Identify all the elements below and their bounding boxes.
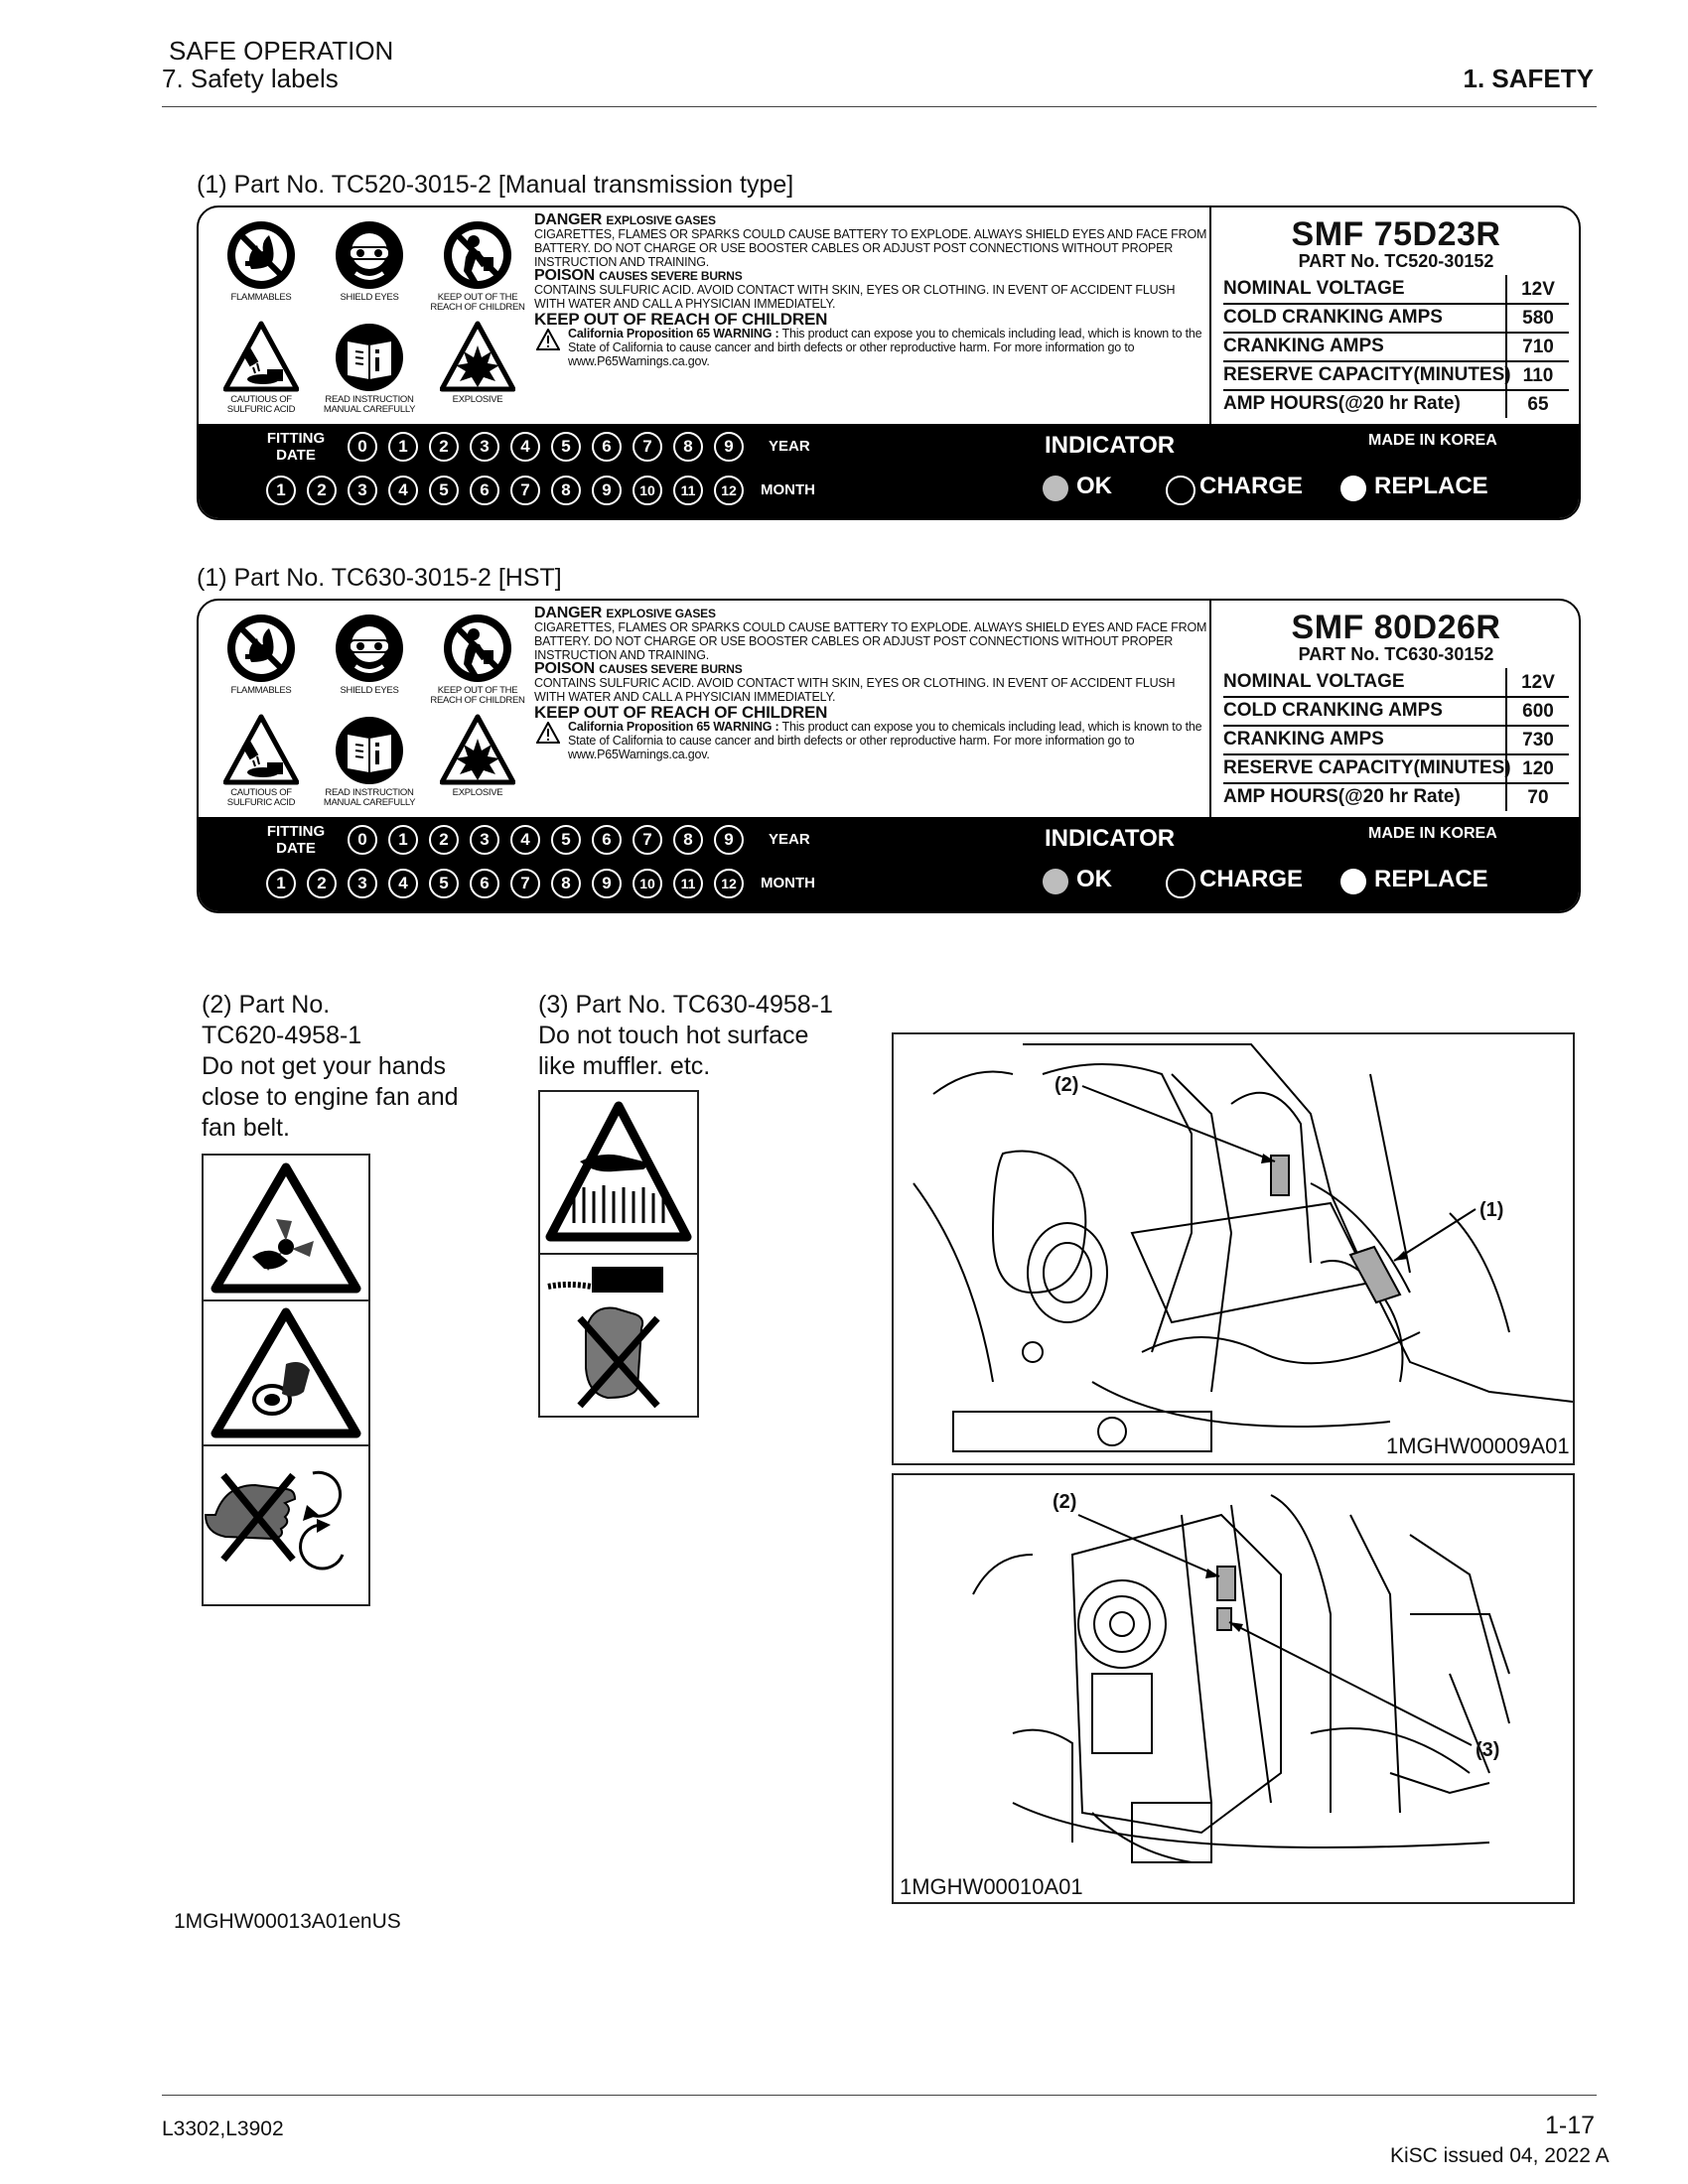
year-digit: 2 <box>429 825 459 855</box>
header-rule <box>162 106 1597 107</box>
read-manual-icon <box>332 713 407 786</box>
icon-caption: READ INSTRUCTION MANUAL CAREFULLY <box>323 787 416 808</box>
indicator-charge-label: CHARGE <box>1199 473 1304 499</box>
month-digit: 11 <box>673 476 703 505</box>
year-digit: 9 <box>714 825 744 855</box>
indicator-title: INDICATOR <box>1045 825 1176 852</box>
battery-label-1 <box>197 205 1581 520</box>
part2-text <box>202 990 499 1144</box>
hot-surface-decal-image <box>540 1092 697 1416</box>
battery-model: SMF 75D23R <box>1291 215 1501 253</box>
poison-text: CONTAINS SULFURIC ACID. AVOID CONTACT WITH SKIN, EYES OR CLOTHING. IN EVENT OF ACCIDENT FLUSH WITH WATER AND CALL A PHYSICIAN IMMEDIATELY. <box>534 283 1176 311</box>
part2-title: (2) Part No. <box>202 991 331 1019</box>
year-digit: 6 <box>592 825 622 855</box>
read-manual-icon <box>332 320 407 393</box>
year-label: YEAR <box>769 831 810 848</box>
figure-1 <box>892 1032 1575 1465</box>
indicator-replace-label: REPLACE <box>1374 866 1488 892</box>
icon-caption: KEEP OUT OF THE REACH OF CHILDREN <box>430 292 525 313</box>
spec-value: 110 <box>1505 361 1569 389</box>
flammables-icon-cell <box>209 217 314 303</box>
footer-page: 1-17 <box>1545 2112 1596 2139</box>
year-digit: 1 <box>388 432 418 462</box>
month-digit: 3 <box>348 869 377 898</box>
spec-row <box>1223 726 1569 755</box>
spec-value: 12V <box>1505 275 1569 303</box>
spec-key: RESERVE CAPACITY(MINUTES) <box>1223 364 1511 385</box>
spec-key: RESERVE CAPACITY(MINUTES) <box>1223 757 1511 778</box>
month-label: MONTH <box>761 875 815 891</box>
prop65-head: California Proposition 65 WARNING : <box>568 327 779 341</box>
battery-part-number: PART No. TC520-30152 <box>1298 251 1494 271</box>
warning-text <box>534 607 1207 761</box>
spec-row <box>1223 668 1569 698</box>
part3-title: (3) Part No. TC630-4958-1 <box>538 991 833 1019</box>
figure-2-ref: 1MGHW00010A01 <box>900 1874 1083 1899</box>
sulfuric-acid-icon <box>223 320 299 393</box>
prop65-warning <box>534 720 1207 761</box>
danger-head: DANGER <box>534 605 603 621</box>
month-digit: 9 <box>592 476 622 505</box>
fan-warning-decal-image <box>204 1156 368 1604</box>
spec-row <box>1223 697 1569 727</box>
warning-triangle-icon <box>536 329 560 350</box>
spec-key: NOMINAL VOLTAGE <box>1223 671 1405 692</box>
spec-value: 120 <box>1505 754 1569 782</box>
month-digit: 1 <box>266 476 296 505</box>
spec-box <box>1209 601 1581 817</box>
prop65-warning <box>534 327 1207 368</box>
danger-heading <box>534 211 716 228</box>
icon-caption: EXPLOSIVE <box>452 394 503 405</box>
danger-heading <box>534 605 716 621</box>
icon-caption: CAUTIOUS OF SULFURIC ACID <box>226 394 296 415</box>
part2-desc-2: close to engine fan and <box>202 1083 459 1111</box>
year-digit: 3 <box>470 825 499 855</box>
keep-out-of-reach-icon-cell <box>425 611 530 706</box>
spec-row <box>1223 304 1569 334</box>
year-digit: 4 <box>510 825 540 855</box>
spec-key: CRANKING AMPS <box>1223 336 1384 356</box>
sulfuric-acid-icon-cell <box>209 320 314 415</box>
indicator-charge-label: CHARGE <box>1199 866 1304 892</box>
icon-caption: SHIELD EYES <box>340 292 399 303</box>
spec-row <box>1223 390 1569 418</box>
indicator-ok-label: OK <box>1076 866 1112 892</box>
month-digit: 5 <box>429 869 459 898</box>
spec-row <box>1223 275 1569 305</box>
indicator-title: INDICATOR <box>1045 432 1176 459</box>
header-subsection: 7. Safety labels <box>162 64 339 93</box>
flammables-icon <box>223 611 299 684</box>
year-digit: 3 <box>470 432 499 462</box>
doc-ref: 1MGHW00013A01enUS <box>174 1910 401 1933</box>
spec-row <box>1223 783 1569 811</box>
flammables-icon-cell <box>209 611 314 696</box>
explosive-icon-cell <box>425 320 530 405</box>
month-digit: 6 <box>470 869 499 898</box>
danger-sub: EXPLOSIVE GASES <box>606 213 716 227</box>
indicator-replace-label: REPLACE <box>1374 473 1488 499</box>
month-digit: 1 <box>266 869 296 898</box>
keep-out-heading: KEEP OUT OF REACH OF CHILDREN <box>534 703 828 722</box>
danger-sub: EXPLOSIVE GASES <box>606 607 716 620</box>
poison-heading <box>534 660 743 677</box>
prop65-text: This product can expose you to chemicals including lead, which is known to the State of California to cause cancer and birth defects or other reproductive harm. For more information go to www.P65Warnings.ca.gov. <box>568 720 1202 761</box>
indicator-ok-dot <box>1043 869 1068 894</box>
month-digit: 2 <box>307 476 337 505</box>
month-digit: 11 <box>673 869 703 898</box>
spec-value: 70 <box>1505 783 1569 811</box>
shield-eyes-icon-cell <box>317 611 422 696</box>
part2-number: TC620-4958-1 <box>202 1022 362 1049</box>
made-in-label: MADE IN KOREA <box>1368 825 1497 842</box>
hazard-icons <box>209 215 531 420</box>
figure-1-callout-1: (1) <box>1479 1199 1504 1221</box>
label-bottom-band <box>199 817 1579 911</box>
label-bottom-band <box>199 424 1579 518</box>
year-digit: 8 <box>673 825 703 855</box>
spec-value: 12V <box>1505 668 1569 696</box>
spec-value: 580 <box>1505 304 1569 332</box>
icon-caption: EXPLOSIVE <box>452 787 503 798</box>
month-digit: 10 <box>633 869 662 898</box>
spec-key: CRANKING AMPS <box>1223 729 1384 750</box>
poison-heading <box>534 267 743 284</box>
spec-key: NOMINAL VOLTAGE <box>1223 278 1405 299</box>
year-digit: 2 <box>429 432 459 462</box>
figure-2-callout-3: (3) <box>1476 1739 1500 1761</box>
year-digit: 4 <box>510 432 540 462</box>
poison-head: POISON <box>534 660 596 677</box>
indicator-replace-dot <box>1340 869 1366 894</box>
year-digit: 9 <box>714 432 744 462</box>
danger-head: DANGER <box>534 211 603 228</box>
month-digit: 7 <box>510 476 540 505</box>
indicator-charge-dot <box>1166 476 1196 505</box>
danger-text: CIGARETTES, FLAMES OR SPARKS COULD CAUSE BATTERY TO EXPLODE. ALWAYS SHIELD EYES AND FACE FROM BATTERY. DO NOT CHARGE OR USE BOOSTER CABLES OR ADJUST POST CONNECTIONS WITHOUT PROPER INSTRUCTION AND TRAINING. <box>534 620 1207 662</box>
made-in-label: MADE IN KOREA <box>1368 432 1497 449</box>
spec-row <box>1223 361 1569 391</box>
figure-2 <box>892 1473 1575 1904</box>
part2-desc-3: fan belt. <box>202 1114 290 1142</box>
prop65-head: California Proposition 65 WARNING : <box>568 720 779 734</box>
icon-caption: CAUTIOUS OF SULFURIC ACID <box>226 787 296 808</box>
battery-part-number: PART No. TC630-30152 <box>1298 644 1494 664</box>
indicator-charge-dot <box>1166 869 1196 898</box>
year-digit: 0 <box>348 432 377 462</box>
fitting-date-label: FITTING DATE <box>266 430 326 464</box>
part3-desc-1: Do not touch hot surface <box>538 1022 809 1049</box>
flammables-icon <box>223 217 299 291</box>
part3-decal <box>538 1090 699 1418</box>
icon-caption: SHIELD EYES <box>340 685 399 696</box>
poison-sub: CAUSES SEVERE BURNS <box>599 269 743 283</box>
keep-out-of-reach-icon-cell <box>425 217 530 313</box>
year-digit: 5 <box>551 432 581 462</box>
icon-caption: KEEP OUT OF THE REACH OF CHILDREN <box>430 685 525 706</box>
year-digit: 1 <box>388 825 418 855</box>
poison-block <box>534 662 1207 676</box>
shield-eyes-icon-cell <box>317 217 422 303</box>
label-top <box>199 601 1579 817</box>
spec-value: 710 <box>1505 333 1569 360</box>
month-digit: 12 <box>714 476 744 505</box>
spec-key: COLD CRANKING AMPS <box>1223 307 1443 328</box>
year-digit: 7 <box>633 432 662 462</box>
battery-label-2 <box>197 599 1581 913</box>
shield-eyes-icon <box>332 217 407 291</box>
year-digit: 7 <box>633 825 662 855</box>
month-digit: 8 <box>551 869 581 898</box>
month-digit: 2 <box>307 869 337 898</box>
indicator-ok-label: OK <box>1076 473 1112 499</box>
keep-out-of-reach-icon <box>440 217 515 291</box>
year-digit: 5 <box>551 825 581 855</box>
prop65-text: This product can expose you to chemicals including lead, which is known to the State of California to cause cancer and birth defects or other reproductive harm. For more information go to www.P65Warnings.ca.gov. <box>568 327 1202 368</box>
month-digit: 6 <box>470 476 499 505</box>
spec-row <box>1223 754 1569 784</box>
shield-eyes-icon <box>332 611 407 684</box>
month-digit: 9 <box>592 869 622 898</box>
month-digit: 7 <box>510 869 540 898</box>
year-digit: 8 <box>673 432 703 462</box>
month-digit: 3 <box>348 476 377 505</box>
spec-key: COLD CRANKING AMPS <box>1223 700 1443 721</box>
header-chapter: 1. SAFETY <box>1463 64 1594 93</box>
year-digit: 0 <box>348 825 377 855</box>
read-manual-icon-cell <box>317 713 422 808</box>
fitting-date-label: FITTING DATE <box>266 823 326 857</box>
spec-value: 730 <box>1505 726 1569 753</box>
warning-triangle-icon <box>536 722 560 744</box>
month-label: MONTH <box>761 481 815 498</box>
figure-1-callout-2: (2) <box>1055 1074 1079 1096</box>
figure-1-ref: 1MGHW00009A01 <box>1386 1433 1570 1458</box>
spec-value: 65 <box>1505 390 1569 418</box>
indicator-replace-dot <box>1340 476 1366 501</box>
engine-illustration-2 <box>894 1475 1573 1902</box>
explosive-icon <box>440 320 515 393</box>
battery-model: SMF 80D26R <box>1291 609 1501 646</box>
spec-key: AMP HOURS(@20 hr Rate) <box>1223 786 1461 807</box>
engine-illustration-1 <box>894 1034 1573 1463</box>
warning-text <box>534 213 1207 368</box>
label-2-title: (1) Part No. TC630-3015-2 [HST] <box>197 564 562 592</box>
danger-text: CIGARETTES, FLAMES OR SPARKS COULD CAUSE BATTERY TO EXPLODE. ALWAYS SHIELD EYES AND FACE FROM BATTERY. DO NOT CHARGE OR USE BOOSTER CABLES OR ADJUST POST CONNECTIONS WITHOUT PROPER INSTRUCTION AND TRAINING. <box>534 227 1207 269</box>
part3-desc-2: like muffler. etc. <box>538 1052 711 1080</box>
keep-out-of-reach-icon <box>440 611 515 684</box>
spec-key: AMP HOURS(@20 hr Rate) <box>1223 393 1461 414</box>
month-digit: 4 <box>388 869 418 898</box>
month-digit: 10 <box>633 476 662 505</box>
footer-model: L3302,L3902 <box>162 2117 284 2140</box>
read-manual-icon-cell <box>317 320 422 415</box>
icon-caption: FLAMMABLES <box>230 685 292 696</box>
icon-caption: READ INSTRUCTION MANUAL CAREFULLY <box>323 394 416 415</box>
keep-out-heading: KEEP OUT OF REACH OF CHILDREN <box>534 310 828 329</box>
label-1-title: (1) Part No. TC520-3015-2 [Manual transmission type] <box>197 171 794 199</box>
footer-issued: KiSC issued 04, 2022 A <box>1390 2144 1610 2167</box>
part2-desc-1: Do not get your hands <box>202 1052 446 1080</box>
danger-block <box>534 213 1207 227</box>
sulfuric-acid-icon <box>223 713 299 786</box>
hazard-icons <box>209 609 531 813</box>
month-digit: 12 <box>714 869 744 898</box>
year-label: YEAR <box>769 438 810 455</box>
footer-rule <box>162 2095 1597 2096</box>
explosive-icon-cell <box>425 713 530 798</box>
poison-sub: CAUSES SEVERE BURNS <box>599 662 743 676</box>
spec-value: 600 <box>1505 697 1569 725</box>
icon-caption: FLAMMABLES <box>230 292 292 303</box>
label-top <box>199 207 1579 424</box>
year-digit: 6 <box>592 432 622 462</box>
poison-text: CONTAINS SULFURIC ACID. AVOID CONTACT WITH SKIN, EYES OR CLOTHING. IN EVENT OF ACCIDENT FLUSH WITH WATER AND CALL A PHYSICIAN IMMEDIATELY. <box>534 676 1176 704</box>
header-section: SAFE OPERATION <box>169 36 394 66</box>
month-digit: 8 <box>551 476 581 505</box>
spec-row <box>1223 333 1569 362</box>
sulfuric-acid-icon-cell <box>209 713 314 808</box>
poison-head: POISON <box>534 267 596 284</box>
figure-2-callout-2: (2) <box>1053 1491 1077 1513</box>
part2-decal <box>202 1154 370 1606</box>
month-digit: 5 <box>429 476 459 505</box>
part3-text <box>538 990 876 1082</box>
explosive-icon <box>440 713 515 786</box>
poison-block <box>534 269 1207 283</box>
indicator-ok-dot <box>1043 476 1068 501</box>
month-digit: 4 <box>388 476 418 505</box>
danger-block <box>534 607 1207 620</box>
spec-box <box>1209 207 1581 424</box>
